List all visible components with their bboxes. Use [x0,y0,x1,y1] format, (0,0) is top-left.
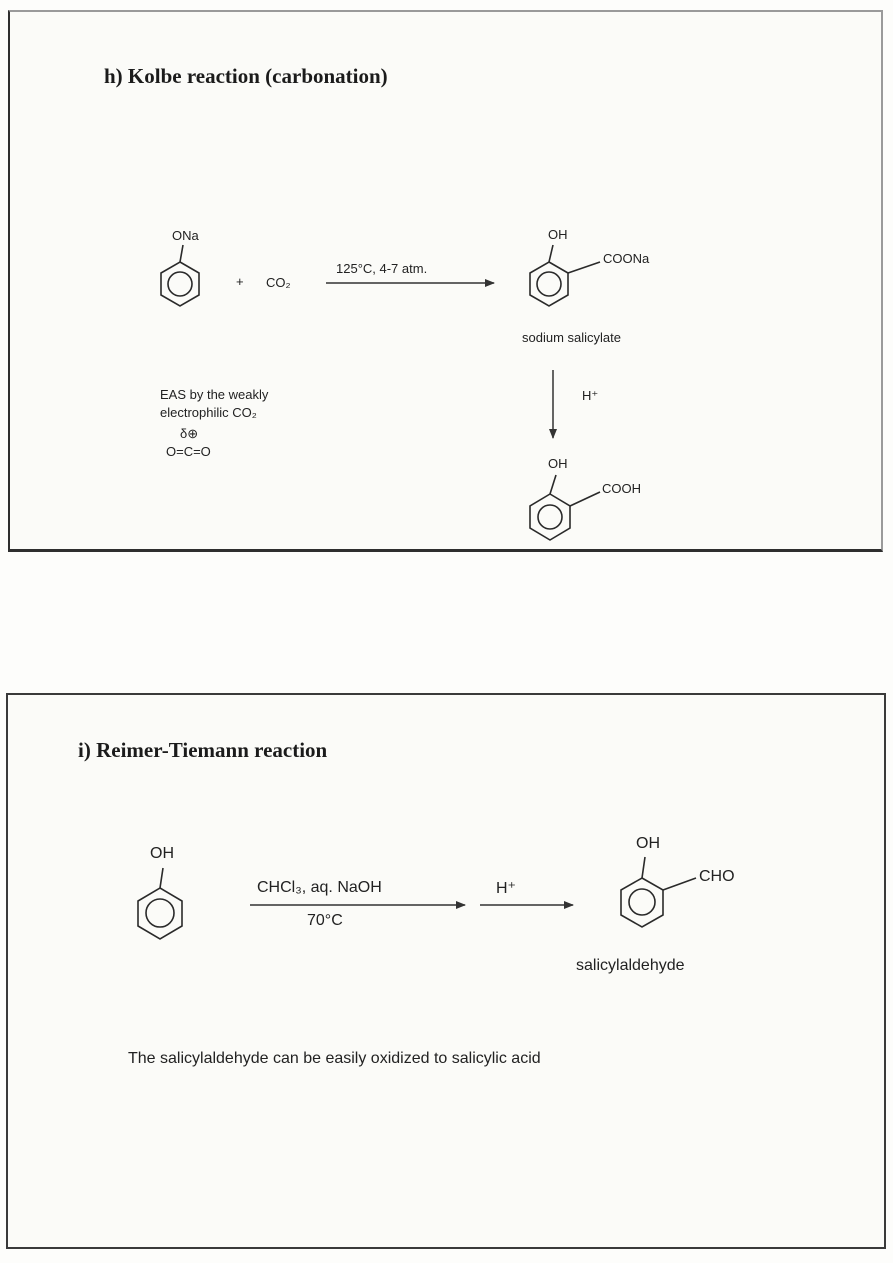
cho-label: CHO [699,868,735,885]
coona-label: COONa [603,251,650,266]
reimer-reagents-label: CHCl₃, aq. NaOH [257,879,382,896]
reimer-h-plus-label: H⁺ [496,880,516,897]
salicylaldehyde-name: salicylaldehyde [576,957,685,974]
co2-structure-label: O=C=O [166,444,211,459]
cooh-label: COOH [602,481,641,496]
salicylate-oh-label: OH [548,227,568,242]
partial-charge-label: δ⊕ [180,426,199,441]
sodium-salicylate-name: sodium salicylate [522,330,621,345]
oxidation-footnote: The salicylaldehyde can be easily oxidized to salicylic acid [128,1050,541,1067]
co2-reagent-label: CO₂ [266,275,291,290]
kolbe-title: h) Kolbe reaction (carbonation) [104,64,388,88]
phenoxide-ona-label: ONa [172,228,199,243]
reimer-tiemann-title: i) Reimer-Tiemann reaction [78,738,328,762]
phenol-oh-label: OH [150,845,174,862]
reimer-tiemann-slide [6,693,886,1249]
kolbe-conditions-label: 125°C, 4-7 atm. [336,261,428,276]
plus-sign: + [236,274,244,289]
eas-note-line-2: electrophilic CO₂ [160,405,257,420]
eas-note-line-1: EAS by the weakly [160,387,269,402]
acid-h-plus-label: H⁺ [582,388,599,403]
salicylaldehyde-oh-label: OH [636,835,660,852]
kolbe-slide [8,10,883,552]
reimer-temperature-label: 70°C [307,912,343,929]
salicylic-acid-oh-label: OH [548,456,568,471]
